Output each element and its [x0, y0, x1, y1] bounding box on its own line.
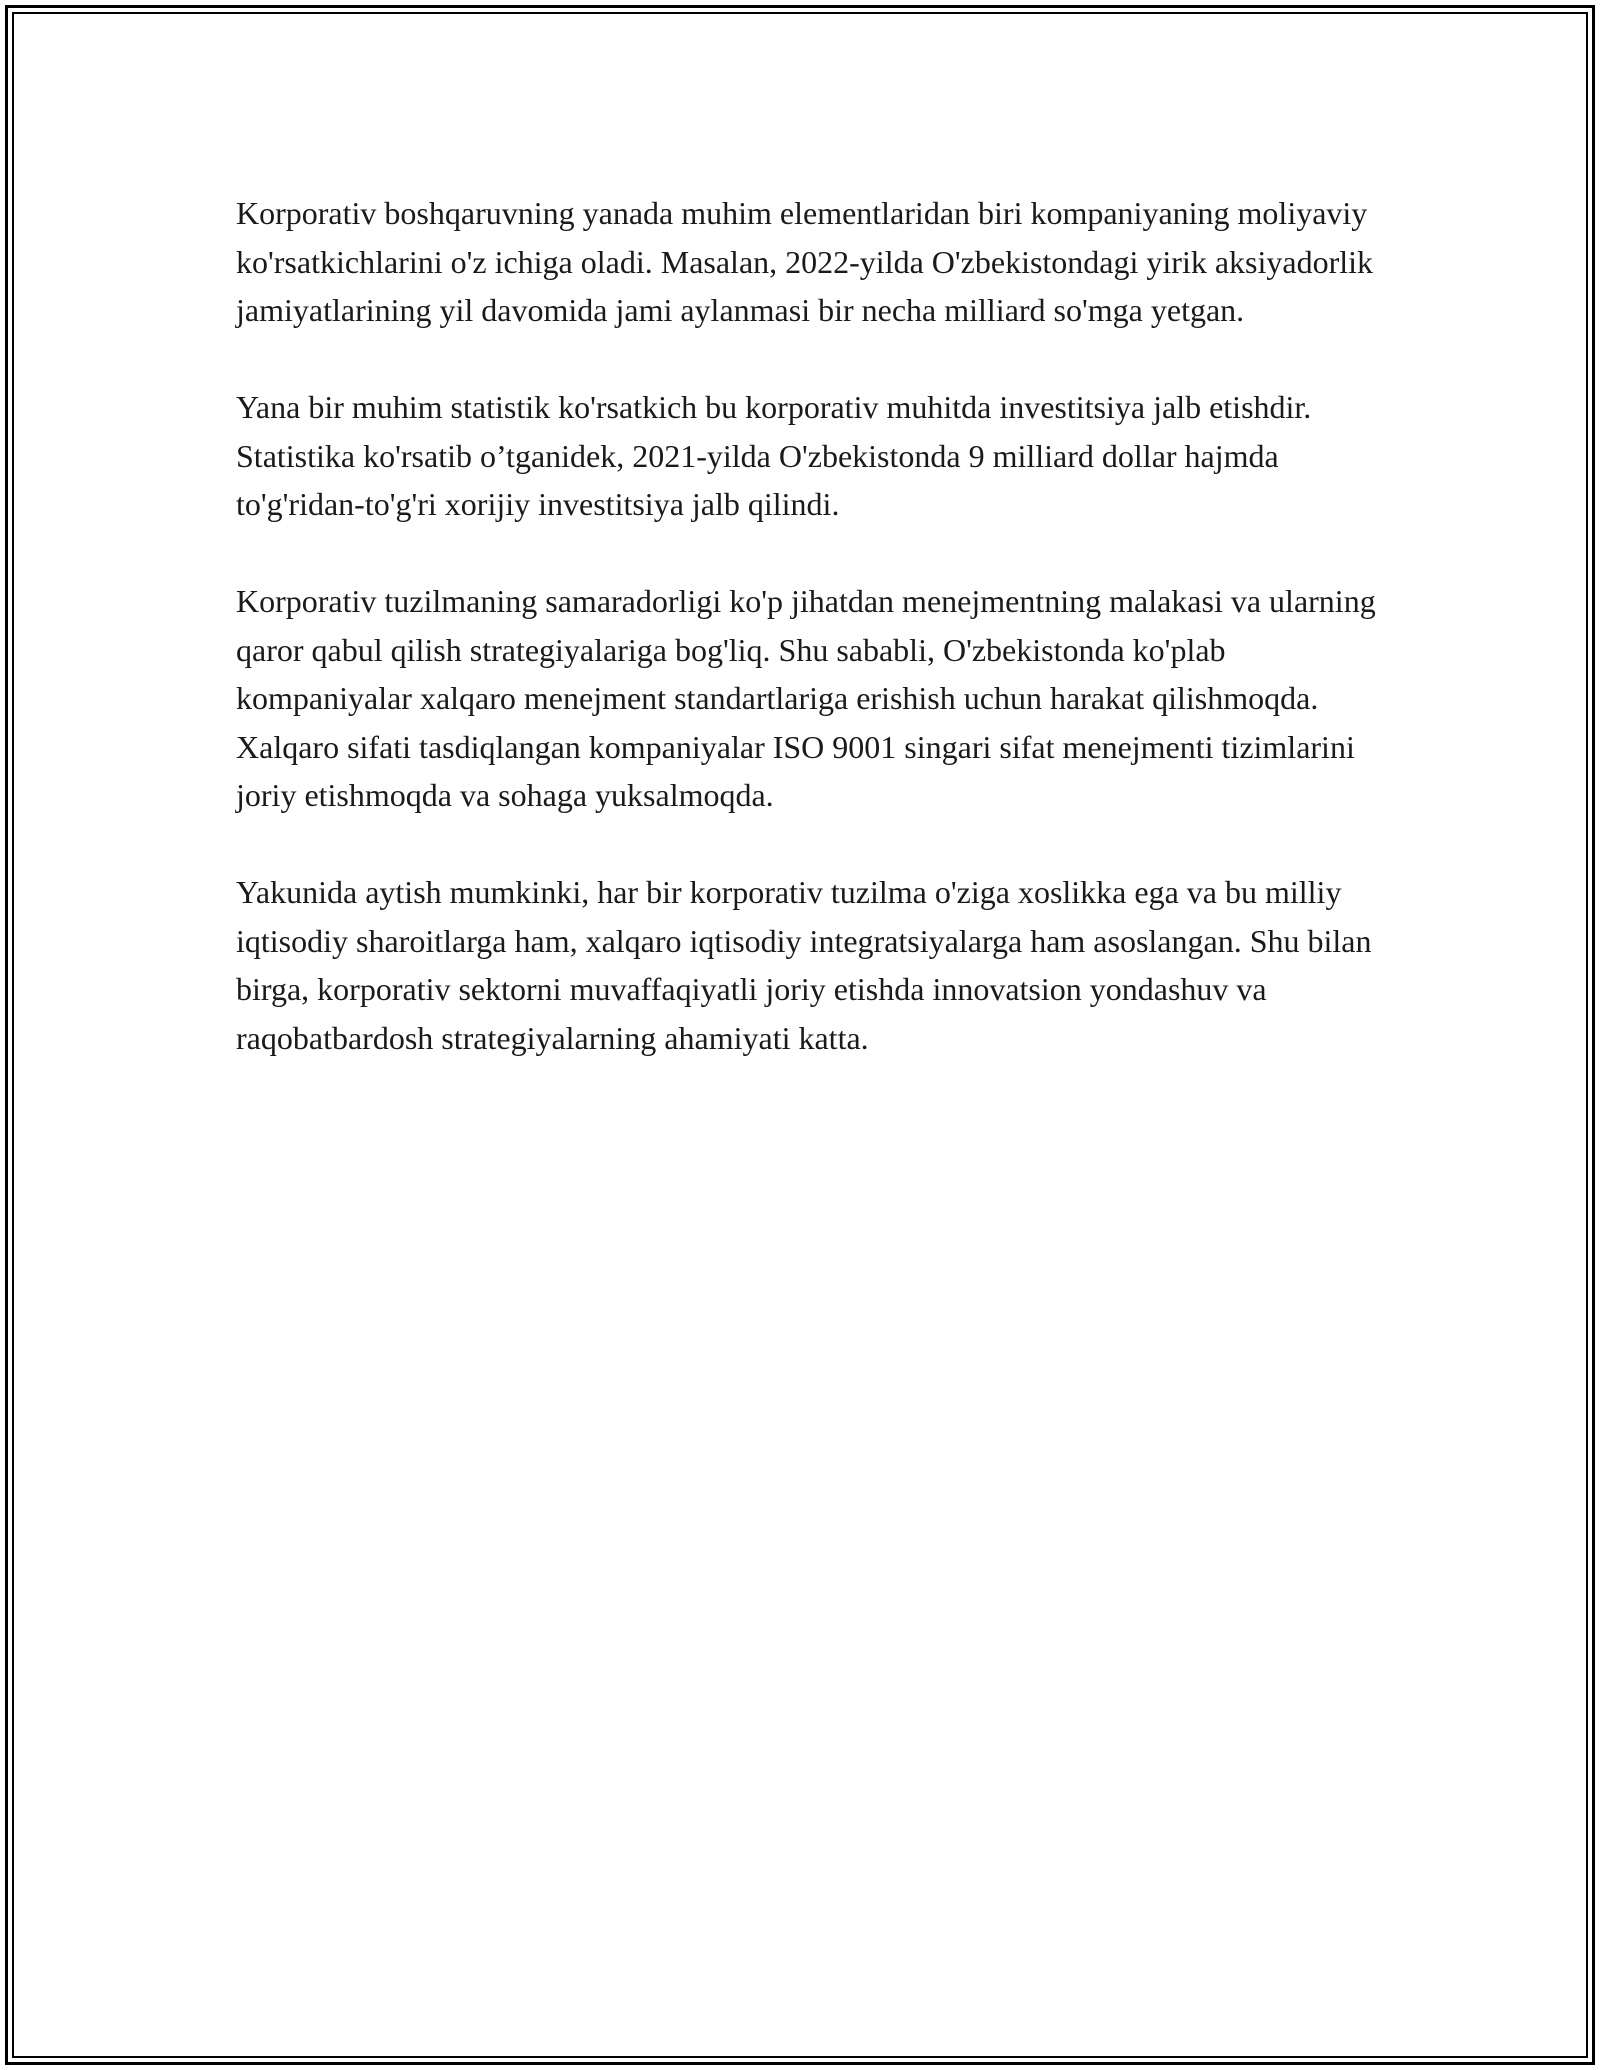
document-body [236, 189, 1376, 1062]
paragraph-1: Korporativ boshqaruvning yanada muhim elementlaridan biri kompaniyaning moliyaviy ko'rsatkichlarini o'z ichiga oladi. Masalan, 2022-yilda O'zbekistondagi yirik aksiyadorlik jamiyatlarining yil davomida jami aylanmasi bir necha milliard so'mga yetgan. [236, 195, 1374, 328]
paragraph-4: Yakunida aytish mumkinki, har bir korporativ tuzilma o'ziga xoslikka ega va bu milliy iqtisodiy sharoitlarga ham, xalqaro iqtisodiy integratsiyalarga ham asoslangan. Shu bilan birga, korporativ sektorni muvaffaqiyatli joriy etishda innovatsion yondashuv va raqobatbardosh strategiyalarning ahamiyati katta. [236, 874, 1372, 1056]
paragraph-3: Korporativ tuzilmaning samaradorligi ko'p jihatdan menejmentning malakasi va ularning qaror qabul qilish strategiyalariga bog'liq. Shu sababli, O'zbekistonda ko'plab kompaniyalar xalqaro menejment standartlariga erishish uchun harakat qilishmoqda. Xalqaro sifati tasdiqlangan kompaniyalar ISO 9001 singari sifat menejmenti tizimlarini joriy etishmoqda va sohaga yuksalmoqda. [236, 583, 1376, 813]
paragraph-2: Yana bir muhim statistik ko'rsatkich bu korporativ muhitda investitsiya jalb etishdir. Statistika ko'rsatib o’tganidek, 2021-yilda O'zbekistonda 9 milliard dollar hajmda to'g'ridan-to'g'ri xorijiy investitsiya jalb qilindi. [236, 389, 1312, 522]
